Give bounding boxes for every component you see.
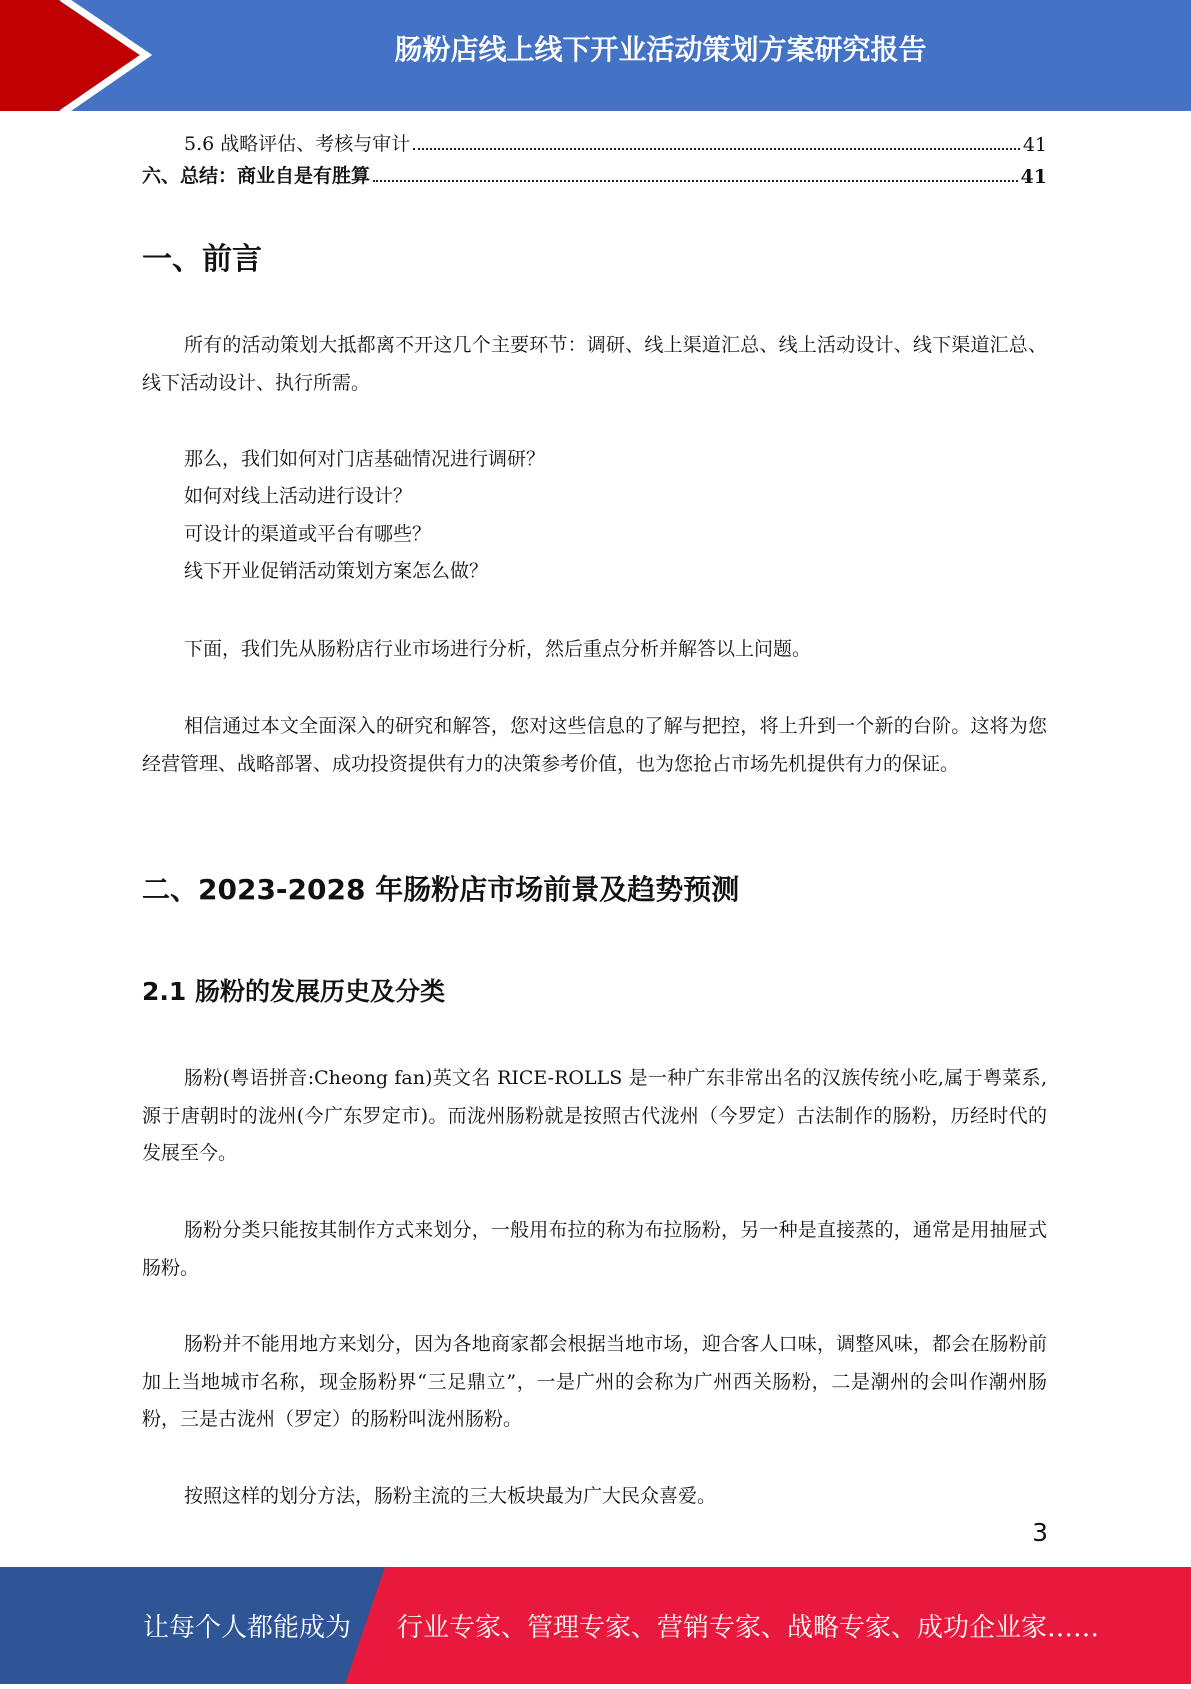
toc-entry[interactable]	[142, 160, 1047, 188]
question-item: 线下开业促销活动策划方案怎么做？	[184, 560, 489, 582]
question-item: 可设计的渠道或平台有哪些？	[184, 523, 432, 545]
paragraph: 肠粉并不能用地方来划分，因为各地商家都会根据当地市场，迎合客人口味，调整风味，都会在肠粉前加上当地城市名称，现金肠粉界“三足鼎立”，一是广州的会称为广州西关肠粉，二是潮州的会叫作潮州肠粉，三是古泷州（罗定）的肠粉叫泷州肠粉。	[142, 1333, 1047, 1430]
section-heading-forecast: 二、2023-2028 年肠粉店市场前景及趋势预测	[142, 873, 740, 906]
toc-leader-dots	[413, 148, 1020, 150]
subsection-heading: 2.1 肠粉的发展历史及分类	[142, 977, 445, 1006]
toc-leader-dots	[373, 180, 1018, 182]
page-number: 3	[1032, 1518, 1048, 1547]
paragraph: 所有的活动策划大抵都离不开这几个主要环节：调研、线上渠道汇总、线上活动设计、线下渠道汇总、线下活动设计、执行所需。	[142, 334, 1047, 394]
toc-entry-page: 41	[1020, 166, 1047, 188]
header-title: 肠粉店线上线下开业活动策划方案研究报告	[394, 33, 927, 66]
paragraph: 肠粉(粤语拼音:Cheong fan)英文名 RICE-ROLLS 是一种广东非常出名的汉族传统小吃,属于粤菜系,源于唐朝时的泷州(今广东罗定市)。而泷州肠粉就是按照古代泷州（今罗定）古法制作的肠粉，历经时代的发展至今。	[142, 1067, 1047, 1164]
paragraph: 按照这样的划分方法，肠粉主流的三大板块最为广大民众喜爱。	[184, 1485, 717, 1507]
toc-entry-page: 41	[1022, 134, 1047, 156]
toc-entry-label: 六、总结：商业自是有胜算	[142, 165, 371, 187]
question-item: 如何对线上活动进行设计？	[184, 485, 413, 507]
footer-slogan-right: 行业专家、管理专家、营销专家、战略专家、成功企业家……	[397, 1613, 1100, 1643]
paragraph: 相信通过本文全面深入的研究和解答，您对这些信息的了解与把控，将上升到一个新的台阶。这将为您经营管理、战略部署、成功投资提供有力的决策参考价值，也为您抢占市场先机提供有力的保证。	[142, 715, 1047, 775]
paragraph: 肠粉分类只能按其制作方式来划分，一般用布拉的称为布拉肠粉，另一种是直接蒸的，通常是用抽屉式肠粉。	[142, 1219, 1047, 1279]
toc-entry-label: 5.6 战略评估、考核与审计	[184, 133, 411, 155]
header-chevron-shape	[0, 0, 160, 111]
toc-entry[interactable]	[142, 128, 1047, 156]
paragraph: 下面，我们先从肠粉店行业市场进行分析，然后重点分析并解答以上问题。	[184, 638, 812, 660]
question-item: 那么，我们如何对门店基础情况进行调研？	[184, 448, 546, 470]
page-footer	[0, 1567, 1191, 1684]
footer-slogan-left: 让每个人都能成为	[143, 1613, 352, 1643]
page-header	[0, 0, 1191, 111]
section-heading-preface: 一、前言	[142, 242, 262, 277]
